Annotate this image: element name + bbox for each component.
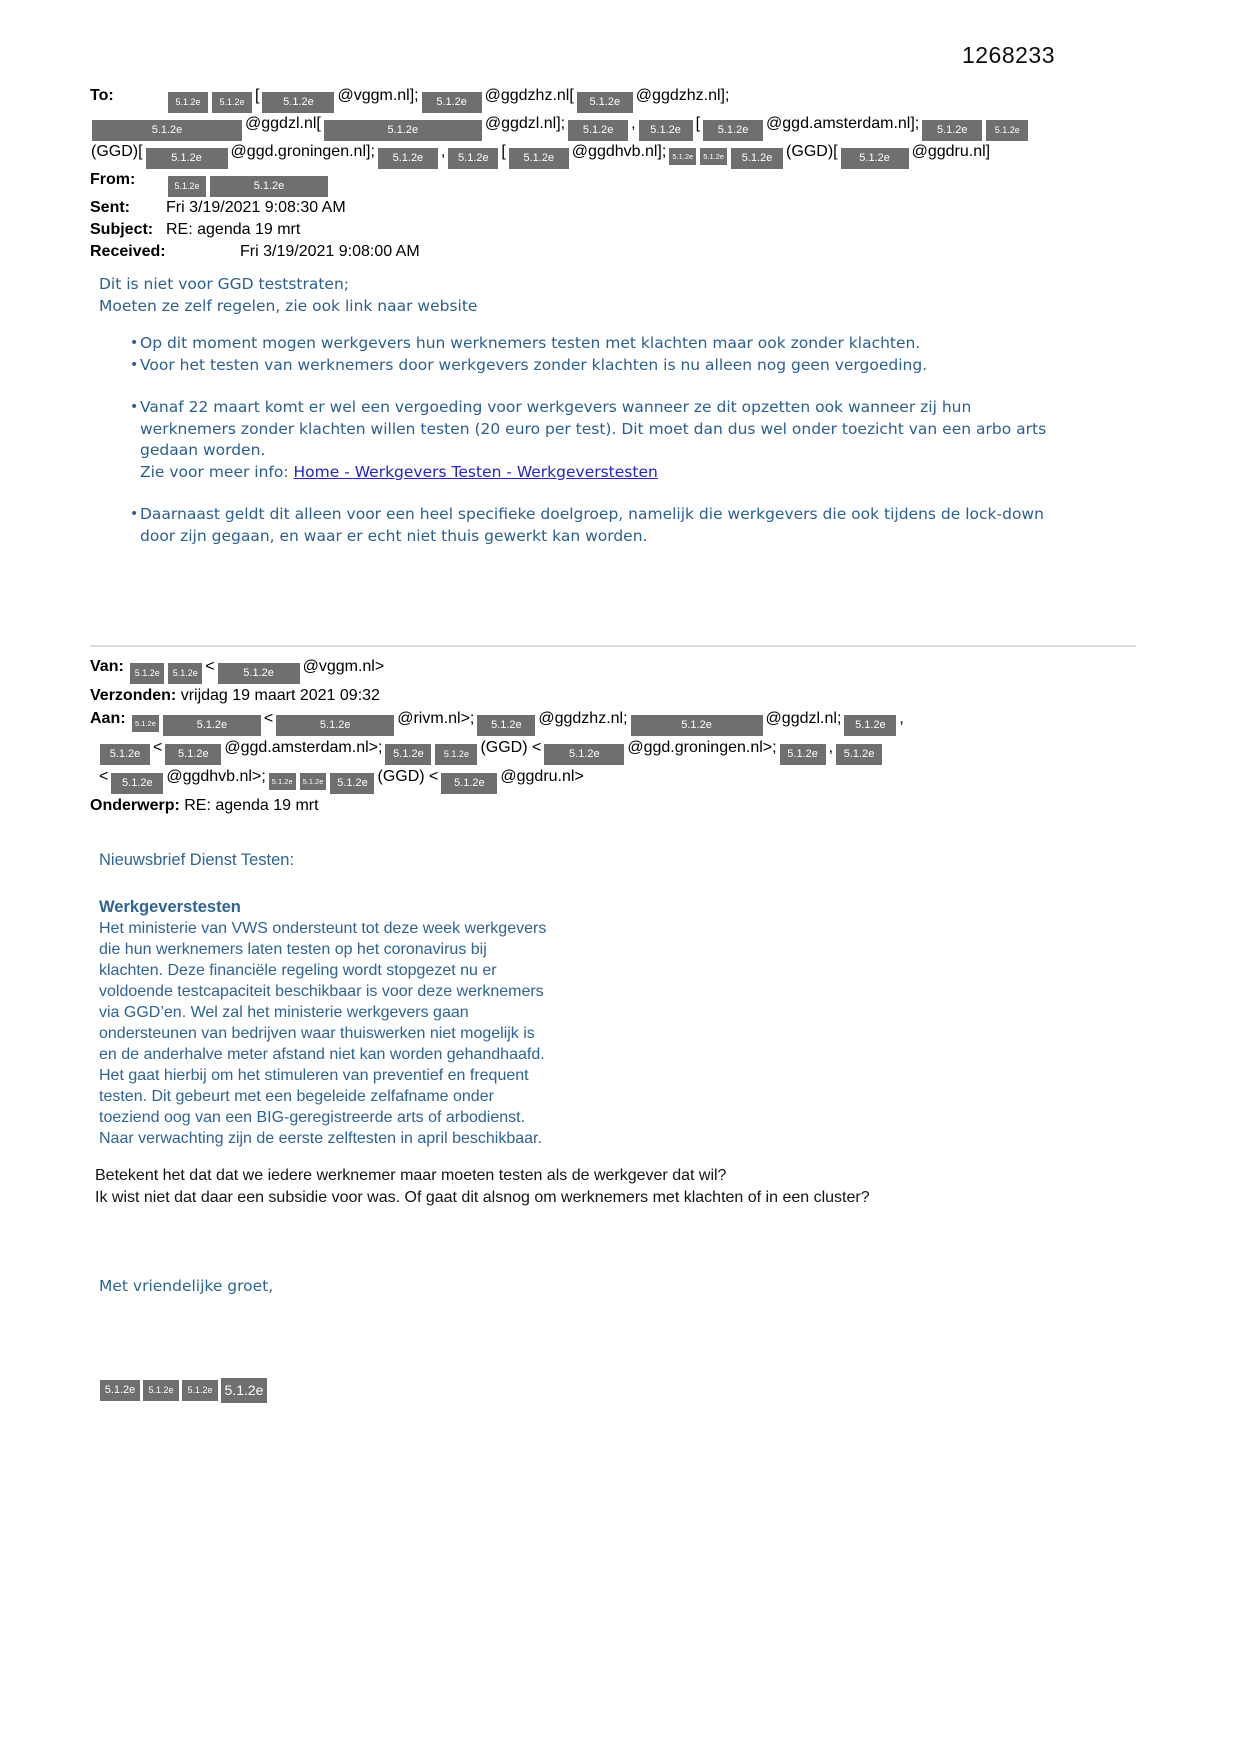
bullet-more-info-line: [140, 462, 1055, 484]
redaction-box: 5.1.2e: [330, 773, 374, 794]
header-text-fragment: @ggdhvb.nl>;: [166, 768, 266, 785]
redaction-box: 5.1.2e: [146, 148, 228, 169]
bullet-icon: •: [130, 399, 139, 415]
redaction-box: 5.1.2e: [731, 148, 783, 169]
newsletter-section: [99, 851, 1241, 1149]
header-text-fragment: ,: [828, 739, 834, 756]
questions-block: [95, 1165, 1241, 1209]
redaction-box: 5.1.2e: [836, 744, 882, 765]
bullet-item-2: [90, 355, 1055, 377]
onderwerp-label: Onderwerp:: [90, 797, 180, 814]
redaction-box: 5.1.2e: [262, 92, 334, 113]
redaction-box: 5.1.2e: [544, 744, 624, 765]
bullet-text: Vanaf 22 maart komt er wel een vergoeding voor werkgevers wanneer ze dit opzetten ook wanneer zij hun werknemers zonder klachten willen testen (20 euro per test). Dit moet dan dus wel onder toezicht van een arbo arts gedaan worden.: [140, 398, 1047, 459]
redaction-box: 5.1.2e: [324, 120, 482, 141]
redaction-box: 5.1.2e: [435, 744, 477, 765]
to-value-line2: [90, 114, 1181, 141]
header-row-to: [90, 86, 1181, 113]
sent-value: Fri 3/19/2021 9:08:30 AM: [166, 199, 346, 216]
header-text-fragment: <: [153, 739, 163, 756]
quoted-row-aan: [90, 707, 1181, 736]
from-value: [166, 171, 330, 192]
header-text-fragment: @ggdzl.nl];: [484, 115, 566, 132]
quoted-row-onderwerp: [90, 794, 1181, 817]
sent-label: Sent:: [90, 199, 130, 216]
werkgeverstesten-link[interactable]: Home - Werkgevers Testen - Werkgeverstesten: [293, 462, 658, 481]
redaction-box: 5.1.2e: [669, 148, 696, 165]
van-value: [128, 658, 385, 679]
bullet-item-4: [90, 504, 1055, 547]
quoted-row-van: [90, 655, 1181, 684]
header-text-fragment: @rivm.nl>;: [397, 710, 475, 727]
bullet-item-1: [90, 333, 1055, 355]
aan-value-line1: [130, 710, 905, 731]
redaction-box: 5.1.2e: [100, 744, 150, 765]
to-value-line3: [90, 142, 1181, 169]
newsletter-heading: Werkgeverstesten: [99, 898, 241, 916]
subject-value: RE: agenda 19 mrt: [166, 221, 301, 238]
bullet-list: [90, 333, 1055, 547]
header-text-fragment: @ggd.amsterdam.nl>;: [224, 739, 383, 756]
reply-intro: [99, 273, 1181, 317]
redaction-box: 5.1.2e: [210, 176, 328, 197]
redaction-box: 5.1.2e: [163, 715, 261, 736]
question-1: Betekent het dat dat we iedere werknemer maar moeten testen als de werkgever dat wil?: [95, 1167, 727, 1184]
redaction-box: 5.1.2e: [448, 148, 498, 169]
redaction-box: 5.1.2e: [165, 744, 221, 765]
header-text-fragment: <: [263, 710, 274, 727]
bullet-text: Voor het testen van werknemers door werkgevers zonder klachten is nu alleen nog geen vergoeding.: [140, 355, 928, 374]
header-text-fragment: [: [255, 87, 260, 104]
redaction-box: 5.1.2e: [300, 773, 327, 790]
header-text-fragment: @ggd.groningen.nl>;: [627, 739, 777, 756]
newsletter-intro: Nieuwsbrief Dienst Testen:: [99, 851, 295, 869]
aan-value-line3: [98, 765, 1181, 794]
header-text-fragment: @vggm.nl];: [337, 87, 419, 104]
section-divider: [90, 645, 1136, 647]
header-text-fragment: @ggdzhz.nl;: [538, 710, 628, 727]
redaction-box: 5.1.2e: [92, 120, 242, 141]
bullet-text: Op dit moment mogen werkgevers hun werknemers testen met klachten maar ook zonder klachten.: [140, 334, 921, 352]
header-text-fragment: @ggdzhz.nl];: [635, 87, 730, 104]
redaction-box: 5.1.2e: [168, 663, 202, 684]
header-text-fragment: @ggdhvb.nl];: [571, 143, 667, 160]
onderwerp-value: RE: agenda 19 mrt: [184, 797, 319, 814]
redaction-box: 5.1.2e: [577, 92, 633, 113]
header-text-fragment: ,: [631, 115, 636, 132]
header-text-fragment: @vggm.nl>: [302, 658, 385, 675]
van-label: Van:: [90, 658, 124, 675]
header-text-fragment: [: [695, 115, 701, 132]
redaction-box: 5.1.2e: [841, 148, 909, 169]
signature-redactions: [100, 1375, 1241, 1403]
received-label: Received:: [90, 243, 166, 260]
header-text-fragment: @ggdzl.nl;: [765, 710, 842, 727]
doc-number: 1268233: [961, 42, 1055, 68]
redaction-box: 5.1.2e: [111, 773, 163, 794]
header-text-fragment: [: [501, 143, 506, 160]
header-row-from: [90, 170, 1181, 197]
header-text-fragment: (GGD)[: [786, 143, 838, 160]
bullet-item-3: [90, 397, 1055, 483]
verzonden-label: Verzonden:: [90, 687, 177, 704]
received-value: Fri 3/19/2021 9:08:00 AM: [240, 243, 420, 260]
header-text-fragment: @ggd.groningen.nl];: [230, 143, 375, 160]
redaction-box: 5.1.2e: [212, 92, 252, 113]
redaction-box: 5.1.2e: [441, 773, 497, 794]
redaction-box: 5.1.2e: [922, 120, 982, 141]
header-text-fragment: @ggd.amsterdam.nl];: [766, 115, 920, 132]
header-row-received: [90, 242, 1181, 263]
header-text-fragment: <: [99, 768, 109, 785]
newsletter-body: Het ministerie van VWS ondersteunt tot deze week werkgevers die hun werknemers laten testen op het coronavirus bij klachten. Deze financiële regeling wordt stopgezet nu er voldoende testcapaciteit beschikbaar is voor deze werknemers via GGD’en. Wel zal het ministerie werkgevers gaan ondersteunen van bedrijven waar thuiswerken niet mogelijk is en de anderhalve meter afstand niet kan worden gehandhaafd. Het gaat hierbij om het stimuleren van preventief en frequent testen. Dit gebeurt met een begeleide zelfafname onder toeziend oog van een BIG-geregistreerde arts of arbodienst. Naar verwachting zijn de eerste zelftesten in april beschikbaar.: [99, 920, 547, 1147]
redaction-box: 5.1.2e: [378, 148, 438, 169]
intro-line-2: Moeten ze zelf regelen, zie ook link naar website: [99, 297, 478, 315]
redaction-box: 5.1.2e: [218, 663, 300, 684]
header-text-fragment: (GGD) <: [480, 739, 542, 756]
spacer: [90, 483, 1055, 504]
header-text-fragment: (GGD)[: [91, 143, 143, 160]
bullet-icon: •: [130, 506, 139, 522]
redaction-box: 5.1.2e: [509, 148, 569, 169]
from-label: From:: [90, 171, 136, 188]
redaction-box: 5.1.2e: [269, 773, 296, 790]
header-text-fragment: @ggdzhz.nl[: [484, 87, 574, 104]
redaction-box: 5.1.2e: [568, 120, 628, 141]
to-value-line1: [166, 87, 730, 108]
verzonden-value: vrijdag 19 maart 2021 09:32: [180, 687, 380, 704]
aan-label: Aan:: [90, 710, 126, 727]
header-text-fragment: @ggdru.nl]: [911, 143, 991, 160]
header-text-fragment: @ggdru.nl>: [500, 768, 584, 785]
redaction-box: 5.1.2e: [422, 92, 482, 113]
to-label: To:: [90, 87, 114, 104]
quoted-email-header: [90, 655, 1181, 817]
redaction-box: 5.1.2e: [703, 120, 763, 141]
redaction-box: 5.1.2e: [130, 663, 164, 684]
redaction-box: 5.1.2e: [182, 1380, 218, 1401]
header-text-fragment: @ggdzl.nl[: [245, 115, 321, 132]
aan-value-line2: [98, 736, 1181, 765]
header-text-fragment: <: [205, 658, 215, 675]
redaction-box: 5.1.2e: [700, 148, 727, 165]
subject-label: Subject:: [90, 221, 154, 238]
closing-line: Met vriendelijke groet,: [99, 1277, 274, 1295]
email-header: [90, 86, 1181, 263]
redaction-box: 5.1.2e: [132, 715, 159, 732]
redaction-box: 5.1.2e: [385, 744, 431, 765]
redaction-box: 5.1.2e: [639, 120, 693, 141]
redaction-box: 5.1.2e: [844, 715, 896, 736]
header-text-fragment: ,: [440, 143, 446, 160]
redaction-box: 5.1.2e: [780, 744, 826, 765]
redaction-box: 5.1.2e: [276, 715, 394, 736]
quoted-row-verzonden: [90, 684, 1181, 707]
redaction-box: 5.1.2e: [631, 715, 763, 736]
redaction-box: 5.1.2e: [168, 92, 208, 113]
redaction-box: 5.1.2e: [100, 1380, 140, 1401]
header-row-sent: [90, 198, 1181, 219]
redaction-box: 5.1.2e: [986, 120, 1028, 141]
bullet-icon: •: [130, 335, 139, 351]
header-text-fragment: (GGD) <: [377, 768, 439, 785]
bullet-icon: •: [130, 356, 139, 373]
spacer: [90, 376, 1055, 397]
bullet-text: Daarnaast geldt dit alleen voor een heel specifieke doelgroep, namelijk die werkgevers die ook tijdens de lock-down door zijn gegaan, en waar er echt niet thuis gewerkt kan worden.: [140, 505, 1044, 545]
header-text-fragment: ,: [899, 710, 904, 727]
header-row-subject: [90, 220, 1181, 241]
redaction-box: 5.1.2e: [168, 176, 206, 197]
more-info-label: Zie voor meer info:: [140, 462, 294, 481]
intro-line-1: Dit is niet voor GGD teststraten;: [99, 275, 349, 293]
redaction-box: 5.1.2e: [477, 715, 535, 736]
redaction-box: 5.1.2e: [221, 1378, 267, 1403]
question-2: Ik wist niet dat daar een subsidie voor was. Of gaat dit alsnog om werknemers met klachten of in een cluster?: [95, 1189, 870, 1206]
redaction-box: 5.1.2e: [143, 1380, 179, 1401]
